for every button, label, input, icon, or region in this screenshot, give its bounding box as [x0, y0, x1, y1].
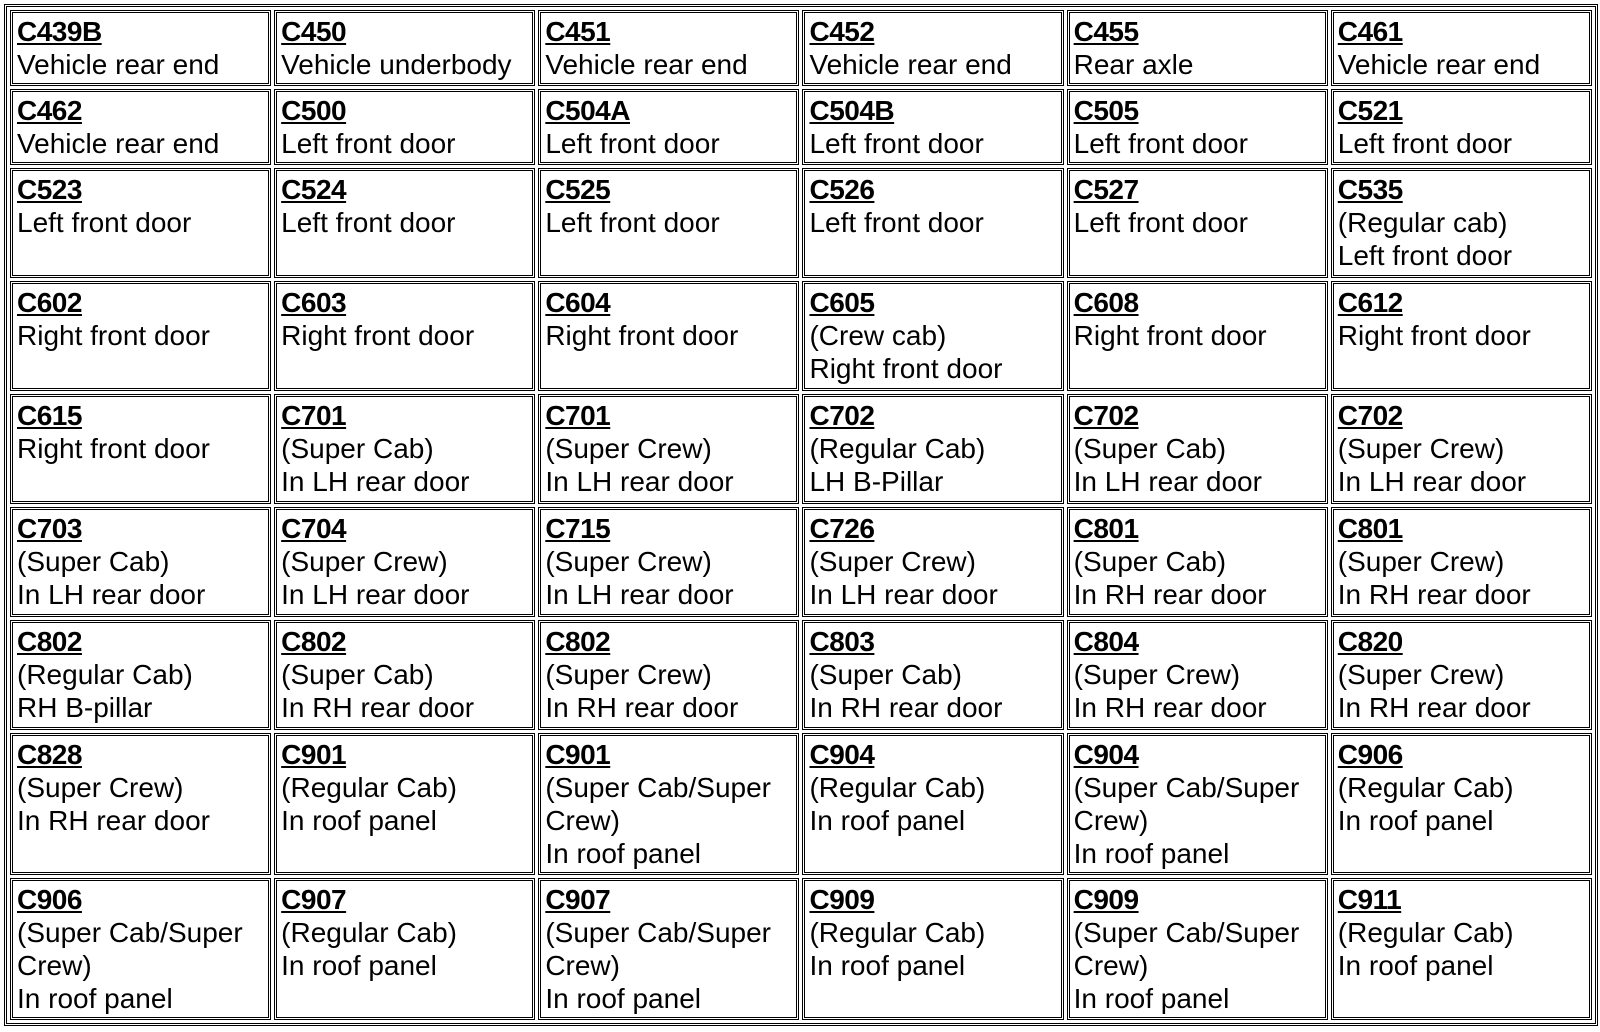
- connector-cell: [538, 168, 799, 278]
- table-row: [10, 507, 1592, 617]
- connector-location-text: Right front door: [17, 320, 210, 351]
- connector-cell: [1067, 620, 1328, 730]
- connector-cell: [802, 89, 1063, 165]
- connector-location-text: (Super Cab): [17, 546, 170, 577]
- connector-location-text: Right front door: [1337, 320, 1531, 351]
- connector-code: C439B: [17, 16, 102, 47]
- connector-location-text: (Super Cab): [1073, 433, 1227, 464]
- connector-location-text: (Super Crew): [809, 546, 976, 577]
- connector-code: C605: [809, 287, 875, 318]
- connector-code: C450: [281, 16, 347, 47]
- connector-code: C701: [545, 400, 611, 431]
- connector-code: C803: [809, 626, 875, 657]
- connector-location-text: (Regular Cab): [809, 772, 986, 803]
- connector-cell: [1331, 89, 1592, 165]
- connector-location-text: Crew): [545, 950, 620, 981]
- connector-code: C504A: [545, 95, 630, 126]
- connector-location-text: In roof panel: [545, 838, 701, 869]
- connector-location-text: (Super Crew): [1337, 433, 1505, 464]
- connector-location-text: Crew): [1073, 950, 1149, 981]
- table-row: [10, 733, 1592, 875]
- connector-location-text: (Super Crew): [1337, 546, 1505, 577]
- connector-cell: [538, 281, 799, 391]
- connector-location-text: Vehicle rear end: [809, 49, 1012, 80]
- connector-location-text: In RH rear door: [17, 805, 210, 836]
- table-row: [10, 168, 1592, 278]
- connector-location-text: (Super Cab/Super: [1073, 917, 1300, 948]
- connector-code: C715: [545, 513, 611, 544]
- connector-code: C703: [17, 513, 82, 544]
- connector-cell: [1331, 10, 1592, 86]
- connector-location-text: (Super Cab/Super: [1073, 772, 1300, 803]
- connector-cell: [274, 10, 535, 86]
- connector-location-text: In LH rear door: [1073, 466, 1262, 497]
- connector-location-text: In roof panel: [281, 805, 437, 836]
- table-row: [10, 10, 1592, 86]
- connector-cell: [538, 507, 799, 617]
- connector-cell: [802, 10, 1063, 86]
- connector-location-text: In roof panel: [809, 805, 966, 836]
- connector-cell: [802, 281, 1063, 391]
- connector-location-text: In LH rear door: [17, 579, 206, 610]
- connector-code: C535: [1337, 174, 1403, 205]
- connector-code: C901: [545, 739, 611, 770]
- connector-location-text: (Regular Cab): [809, 433, 986, 464]
- connector-code: C461: [1337, 16, 1403, 47]
- connector-location-text: Left front door: [545, 128, 720, 159]
- connector-location-text: In LH rear door: [545, 579, 734, 610]
- connector-location-text: In roof panel: [1337, 950, 1494, 981]
- connector-code: C907: [545, 884, 611, 915]
- connector-cell: [1331, 168, 1592, 278]
- connector-location-text: Vehicle underbody: [281, 49, 512, 80]
- connector-code: C615: [17, 400, 82, 431]
- connector-location-text: In RH rear door: [1073, 579, 1267, 610]
- connector-cell: [1067, 89, 1328, 165]
- connector-code: C608: [1073, 287, 1139, 318]
- connector-location-table: [4, 4, 1598, 1026]
- connector-location-text: (Super Crew): [281, 546, 448, 577]
- connector-cell: [1067, 394, 1328, 504]
- connector-code: C521: [1337, 95, 1403, 126]
- connector-location-text: (Regular Cab): [281, 917, 458, 948]
- connector-location-text: In roof panel: [1073, 838, 1230, 869]
- connector-code: C701: [281, 400, 347, 431]
- connector-location-text: Left front door: [1073, 207, 1248, 238]
- connector-code: C906: [1337, 739, 1403, 770]
- connector-cell: [1067, 878, 1328, 1020]
- connector-cell: [802, 878, 1063, 1020]
- connector-cell: [10, 281, 271, 391]
- connector-cell: [802, 168, 1063, 278]
- connector-location-text: Left front door: [17, 207, 192, 238]
- connector-cell: [10, 10, 271, 86]
- connector-code: C801: [1073, 513, 1139, 544]
- connector-location-text: Vehicle rear end: [545, 49, 748, 80]
- connector-cell: [10, 878, 271, 1020]
- connector-code: C704: [281, 513, 347, 544]
- connector-location-text: RH B-pillar: [17, 692, 153, 723]
- table-row: [10, 878, 1592, 1020]
- connector-code: C527: [1073, 174, 1139, 205]
- connector-location-text: (Super Cab): [281, 659, 434, 690]
- connector-location-text: In RH rear door: [1337, 579, 1531, 610]
- connector-location-text: In roof panel: [1073, 983, 1230, 1014]
- connector-location-text: Left front door: [545, 207, 720, 238]
- connector-cell: [1067, 281, 1328, 391]
- connector-code: C801: [1337, 513, 1403, 544]
- connector-code: C726: [809, 513, 875, 544]
- connector-cell: [10, 620, 271, 730]
- connector-cell: [274, 394, 535, 504]
- connector-location-text: In LH rear door: [1337, 466, 1527, 497]
- connector-code: C455: [1073, 16, 1139, 47]
- connector-location-text: In LH rear door: [545, 466, 734, 497]
- connector-code: C524: [281, 174, 347, 205]
- connector-location-text: Left front door: [281, 207, 456, 238]
- table-row: [10, 281, 1592, 391]
- connector-location-text: Right front door: [17, 433, 210, 464]
- connector-cell: [1331, 733, 1592, 875]
- connector-location-text: Rear axle: [1073, 49, 1194, 80]
- connector-cell: [538, 89, 799, 165]
- connector-cell: [1331, 878, 1592, 1020]
- connector-location-text: In LH rear door: [809, 579, 998, 610]
- connector-location-text: LH B-Pillar: [809, 466, 944, 497]
- connector-cell: [1331, 281, 1592, 391]
- connector-location-text: In LH rear door: [281, 579, 470, 610]
- connector-code: C804: [1073, 626, 1139, 657]
- connector-location-text: In roof panel: [17, 983, 173, 1014]
- table-row: [10, 89, 1592, 165]
- connector-location-text: (Super Crew): [1337, 659, 1505, 690]
- connector-code: C603: [281, 287, 347, 318]
- connector-location-text: Left front door: [1337, 240, 1513, 271]
- connector-cell: [10, 89, 271, 165]
- connector-cell: [538, 10, 799, 86]
- connector-code: C828: [17, 739, 82, 770]
- connector-cell: [10, 394, 271, 504]
- connector-location-text: (Super Crew): [1073, 659, 1241, 690]
- connector-code: C451: [545, 16, 611, 47]
- connector-location-text: (Super Crew): [17, 772, 184, 803]
- connector-location-text: (Regular Cab): [1337, 772, 1514, 803]
- connector-location-text: In LH rear door: [281, 466, 470, 497]
- connector-cell: [274, 168, 535, 278]
- connector-location-text: Left front door: [809, 207, 984, 238]
- connector-code: C702: [1073, 400, 1139, 431]
- connector-location-text: Right front door: [545, 320, 739, 351]
- connector-cell: [1067, 10, 1328, 86]
- connector-cell: [802, 507, 1063, 617]
- connector-code: C462: [17, 95, 82, 126]
- connector-code: C500: [281, 95, 347, 126]
- connector-location-text: Crew): [545, 805, 620, 836]
- connector-location-text: Crew): [1073, 805, 1149, 836]
- connector-location-text: Vehicle rear end: [17, 49, 220, 80]
- connector-code: C602: [17, 287, 82, 318]
- connector-location-text: (Crew cab): [809, 320, 947, 351]
- connector-code: C802: [545, 626, 611, 657]
- connector-cell: [274, 507, 535, 617]
- connector-cell: [802, 394, 1063, 504]
- connector-location-text: (Regular Cab): [281, 772, 458, 803]
- connector-cell: [274, 89, 535, 165]
- connector-location-text: In roof panel: [1337, 805, 1494, 836]
- connector-cell: [10, 507, 271, 617]
- connector-cell: [538, 394, 799, 504]
- connector-location-text: Right front door: [1073, 320, 1267, 351]
- connector-cell: [274, 620, 535, 730]
- connector-location-text: In RH rear door: [809, 692, 1003, 723]
- connector-code: C820: [1337, 626, 1403, 657]
- connector-location-text: (Super Crew): [545, 433, 712, 464]
- connector-cell: [538, 733, 799, 875]
- connector-cell: [274, 281, 535, 391]
- connector-cell: [1331, 394, 1592, 504]
- connector-cell: [538, 620, 799, 730]
- connector-location-text: (Super Crew): [545, 546, 712, 577]
- connector-code: C911: [1337, 884, 1402, 915]
- connector-location-text: Vehicle rear end: [17, 128, 220, 159]
- connector-code: C802: [17, 626, 82, 657]
- connector-location-text: Crew): [17, 950, 92, 981]
- table-row: [10, 394, 1592, 504]
- connector-cell: [1067, 507, 1328, 617]
- connector-code: C702: [1337, 400, 1403, 431]
- connector-cell: [10, 733, 271, 875]
- connector-code: C526: [809, 174, 875, 205]
- connector-location-text: Right front door: [809, 353, 1003, 384]
- connector-code: C906: [17, 884, 82, 915]
- connector-location-text: Vehicle rear end: [1337, 49, 1541, 80]
- connector-location-text: In roof panel: [281, 950, 437, 981]
- connector-location-text: In RH rear door: [1073, 692, 1267, 723]
- connector-location-text: (Super Crew): [545, 659, 712, 690]
- connector-cell: [802, 620, 1063, 730]
- connector-cell: [10, 168, 271, 278]
- connector-location-text: In RH rear door: [1337, 692, 1531, 723]
- connector-code: C904: [1073, 739, 1139, 770]
- connector-location-text: (Super Cab/Super: [545, 917, 771, 948]
- connector-code: C802: [281, 626, 347, 657]
- connector-location-text: In roof panel: [545, 983, 701, 1014]
- connector-location-text: In RH rear door: [545, 692, 739, 723]
- connector-code: C909: [809, 884, 875, 915]
- connector-cell: [274, 878, 535, 1020]
- connector-cell: [1067, 168, 1328, 278]
- connector-cell: [538, 878, 799, 1020]
- connector-cell: [1331, 620, 1592, 730]
- connector-code: C525: [545, 174, 611, 205]
- connector-location-text: (Super Cab): [809, 659, 962, 690]
- connector-code: C901: [281, 739, 347, 770]
- connector-location-text: (Regular cab): [1337, 207, 1508, 238]
- connector-code: C452: [809, 16, 875, 47]
- connector-location-text: (Regular Cab): [809, 917, 986, 948]
- connector-location-table-body: [10, 10, 1592, 1020]
- connector-cell: [274, 733, 535, 875]
- connector-location-text: (Super Cab): [281, 433, 434, 464]
- connector-code: C504B: [809, 95, 895, 126]
- connector-code: C907: [281, 884, 347, 915]
- connector-location-text: Left front door: [1073, 128, 1248, 159]
- connector-location-text: Right front door: [281, 320, 475, 351]
- connector-cell: [802, 733, 1063, 875]
- connector-code: C505: [1073, 95, 1139, 126]
- connector-code: C909: [1073, 884, 1139, 915]
- connector-code: C604: [545, 287, 611, 318]
- connector-code: C523: [17, 174, 82, 205]
- connector-location-text: (Super Cab): [1073, 546, 1227, 577]
- connector-location-text: In roof panel: [809, 950, 966, 981]
- connector-location-text: Left front door: [1337, 128, 1513, 159]
- connector-location-text: In RH rear door: [281, 692, 475, 723]
- connector-location-text: Left front door: [281, 128, 456, 159]
- table-row: [10, 620, 1592, 730]
- connector-location-text: Left front door: [809, 128, 984, 159]
- connector-code: C904: [809, 739, 875, 770]
- connector-code: C612: [1337, 287, 1403, 318]
- connector-location-text: (Regular Cab): [1337, 917, 1514, 948]
- connector-cell: [1331, 507, 1592, 617]
- connector-location-text: (Regular Cab): [17, 659, 193, 690]
- connector-location-text: (Super Cab/Super: [545, 772, 771, 803]
- connector-cell: [1067, 733, 1328, 875]
- connector-code: C702: [809, 400, 875, 431]
- connector-location-text: (Super Cab/Super: [17, 917, 243, 948]
